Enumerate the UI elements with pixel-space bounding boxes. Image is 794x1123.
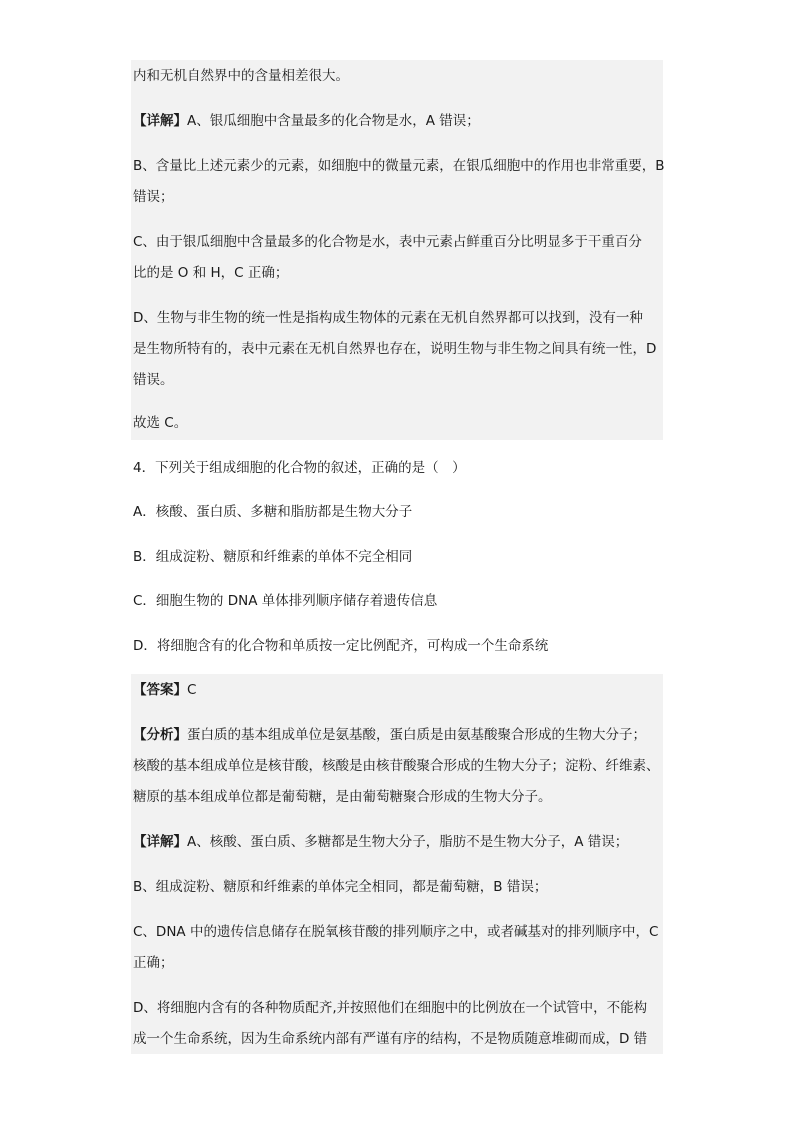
question-stem: 4．下列关于组成细胞的化合物的叙述，正确的是（ ） xyxy=(133,460,466,476)
detail-line-d1: D、生物与非生物的统一性是指构成生物体的元素在无机自然界都可以找到，没有一种 xyxy=(133,310,643,326)
analysis-text: 蛋白质的基本组成单位是氨基酸，蛋白质是由氨基酸聚合形成的生物大分子； xyxy=(187,727,646,743)
detail-line-d1: D、将细胞内含有的各种物质配齐,并按照他们在细胞中的比例放在一个试管中，不能构 xyxy=(133,1000,648,1016)
text-line: 内和无机自然界中的含量相差很大。 xyxy=(133,68,349,84)
detail-text: A、核酸、蛋白质、多糖都是生物大分子，脂肪不是生物大分子，A 错误； xyxy=(187,834,629,850)
answer-value: C xyxy=(187,682,197,698)
option-b: B．组成淀粉、糖原和纤维素的单体不完全相同 xyxy=(133,549,413,565)
explanation-block-q3 xyxy=(131,60,663,440)
analysis-line-2: 核酸的基本组成单位是核苷酸，核酸是由核苷酸聚合形成的生物大分子；淀粉、纤维素、 xyxy=(133,758,660,774)
detail-line-c1: C、由于银瓜细胞中含量最多的化合物是水，表中元素占鲜重百分比明显多于干重百分 xyxy=(133,234,642,250)
analysis-line-1 xyxy=(133,726,646,744)
option-a: A．核酸、蛋白质、多糖和脂肪都是生物大分子 xyxy=(133,504,413,520)
explanation-block-q4 xyxy=(131,674,663,1054)
detail-line-c1: C、DNA 中的遗传信息储存在脱氧核苷酸的排列顺序之中，或者碱基对的排列顺序中，C xyxy=(133,924,659,940)
detail-line-c2: 正确； xyxy=(133,955,174,971)
option-c: C．细胞生物的 DNA 单体排列顺序储存着遗传信息 xyxy=(133,593,438,609)
analysis-line-3: 糖原的基本组成单位都是葡萄糖，是由葡萄糖聚合形成的生物大分子。 xyxy=(133,789,552,805)
detail-line-d2: 成一个生命系统，因为生命系统内部有严谨有序的结构，不是物质随意堆砌而成，D 错 xyxy=(133,1031,648,1047)
detail-line-c2: 比的是 O 和 H，C 正确； xyxy=(133,265,289,281)
detail-line-d2: 是生物所特有的，表中元素在无机自然界也存在，说明生物与非生物之间具有统一性，D xyxy=(133,341,657,357)
detail-text: A、银瓜细胞中含量最多的化合物是水，A 错误； xyxy=(187,113,480,129)
answer-line xyxy=(133,681,196,699)
detail-line-b2: 错误； xyxy=(133,189,174,205)
detail-label: 【详解】 xyxy=(133,834,187,850)
conclusion-line: 故选 C。 xyxy=(133,415,188,431)
analysis-label: 【分析】 xyxy=(133,727,187,743)
detail-line-d3: 错误。 xyxy=(133,372,174,388)
detail-label: 【详解】 xyxy=(133,113,187,129)
detail-line-b: B、组成淀粉、糖原和纤维素的单体完全相同，都是葡萄糖，B 错误； xyxy=(133,879,548,895)
option-d: D．将细胞含有的化合物和单质按一定比例配齐，可构成一个生命系统 xyxy=(133,638,549,654)
detail-line-a xyxy=(133,833,628,851)
detail-line-b1: B、含量比上述元素少的元素，如细胞中的微量元素，在银瓜细胞中的作用也非常重要，B xyxy=(133,158,665,174)
detail-line-a xyxy=(133,112,480,130)
answer-label: 【答案】 xyxy=(133,682,187,698)
